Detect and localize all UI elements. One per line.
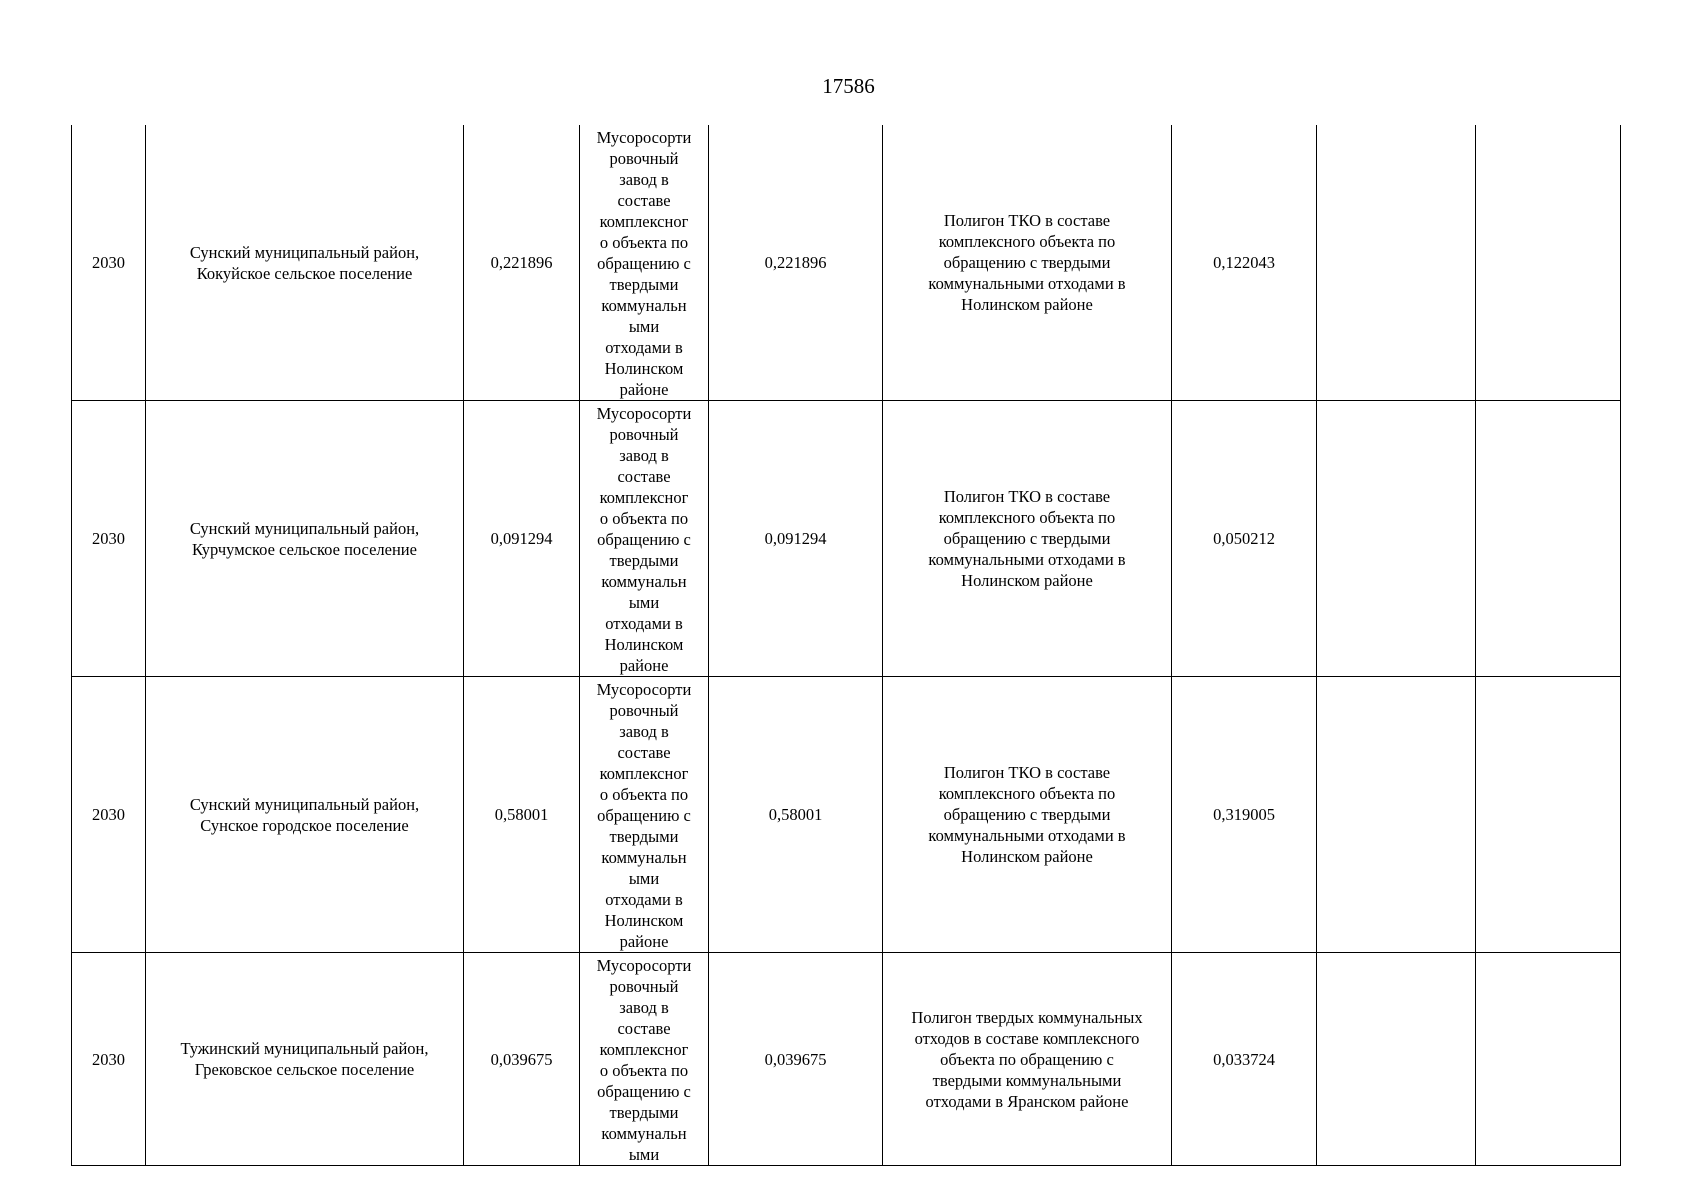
territory-cell: Тужинский муниципальный район, Грековское сельское поселение xyxy=(146,953,464,1166)
volume-c-cell: 0,033724 xyxy=(1172,953,1317,1166)
facility-a-cell: Мусоросорти ровочный завод в составе комплексног о объекта по обращению с твердыми коммунальн ыми отходами в Нолинском районе xyxy=(580,401,709,677)
empty-cell-h xyxy=(1317,953,1476,1166)
volume-c-cell: 0,050212 xyxy=(1172,401,1317,677)
volume-c-cell: 0,122043 xyxy=(1172,125,1317,401)
empty-cell-i xyxy=(1476,953,1621,1166)
volume-b-cell: 0,221896 xyxy=(709,125,883,401)
year-cell: 2030 xyxy=(72,953,146,1166)
facility-a-cell: Мусоросорти ровочный завод в составе комплексног о объекта по обращению с твердыми коммунальн ыми отходами в Нолинском районе xyxy=(580,677,709,953)
facility-a-cell: Мусоросорти ровочный завод в составе комплексног о объекта по обращению с твердыми коммунальн ыми xyxy=(580,953,709,1166)
data-table xyxy=(71,125,1621,1166)
empty-cell-i xyxy=(1476,401,1621,677)
page-number: 17586 xyxy=(822,74,875,98)
table-row xyxy=(72,125,1621,401)
table-row xyxy=(72,677,1621,953)
table-row xyxy=(72,953,1621,1166)
empty-cell-h xyxy=(1317,125,1476,401)
empty-cell-i xyxy=(1476,125,1621,401)
table-row xyxy=(72,401,1621,677)
volume-c-cell: 0,319005 xyxy=(1172,677,1317,953)
year-cell: 2030 xyxy=(72,677,146,953)
empty-cell-h xyxy=(1317,677,1476,953)
empty-cell-h xyxy=(1317,401,1476,677)
territory-cell: Сунский муниципальный район, Сунское городское поселение xyxy=(146,677,464,953)
territory-cell: Сунский муниципальный район, Курчумское сельское поселение xyxy=(146,401,464,677)
facility-a-cell: Мусоросорти ровочный завод в составе комплексног о объекта по обращению с твердыми коммунальн ыми отходами в Нолинском районе xyxy=(580,125,709,401)
volume-b-cell: 0,091294 xyxy=(709,401,883,677)
facility-b-cell: Полигон твердых коммунальных отходов в составе комплексного объекта по обращению с твердыми коммунальными отходами в Яранском районе xyxy=(883,953,1172,1166)
empty-cell-i xyxy=(1476,677,1621,953)
volume-b-cell: 0,58001 xyxy=(709,677,883,953)
facility-b-cell: Полигон ТКО в составе комплексного объекта по обращению с твердыми коммунальными отходами в Нолинском районе xyxy=(883,677,1172,953)
facility-b-cell: Полигон ТКО в составе комплексного объекта по обращению с твердыми коммунальными отходами в Нолинском районе xyxy=(883,401,1172,677)
volume-a-cell: 0,091294 xyxy=(464,401,580,677)
volume-a-cell: 0,221896 xyxy=(464,125,580,401)
volume-a-cell: 0,58001 xyxy=(464,677,580,953)
year-cell: 2030 xyxy=(72,401,146,677)
facility-b-cell: Полигон ТКО в составе комплексного объекта по обращению с твердыми коммунальными отходами в Нолинском районе xyxy=(883,125,1172,401)
volume-a-cell: 0,039675 xyxy=(464,953,580,1166)
territory-cell: Сунский муниципальный район, Кокуйское сельское поселение xyxy=(146,125,464,401)
year-cell: 2030 xyxy=(72,125,146,401)
volume-b-cell: 0,039675 xyxy=(709,953,883,1166)
